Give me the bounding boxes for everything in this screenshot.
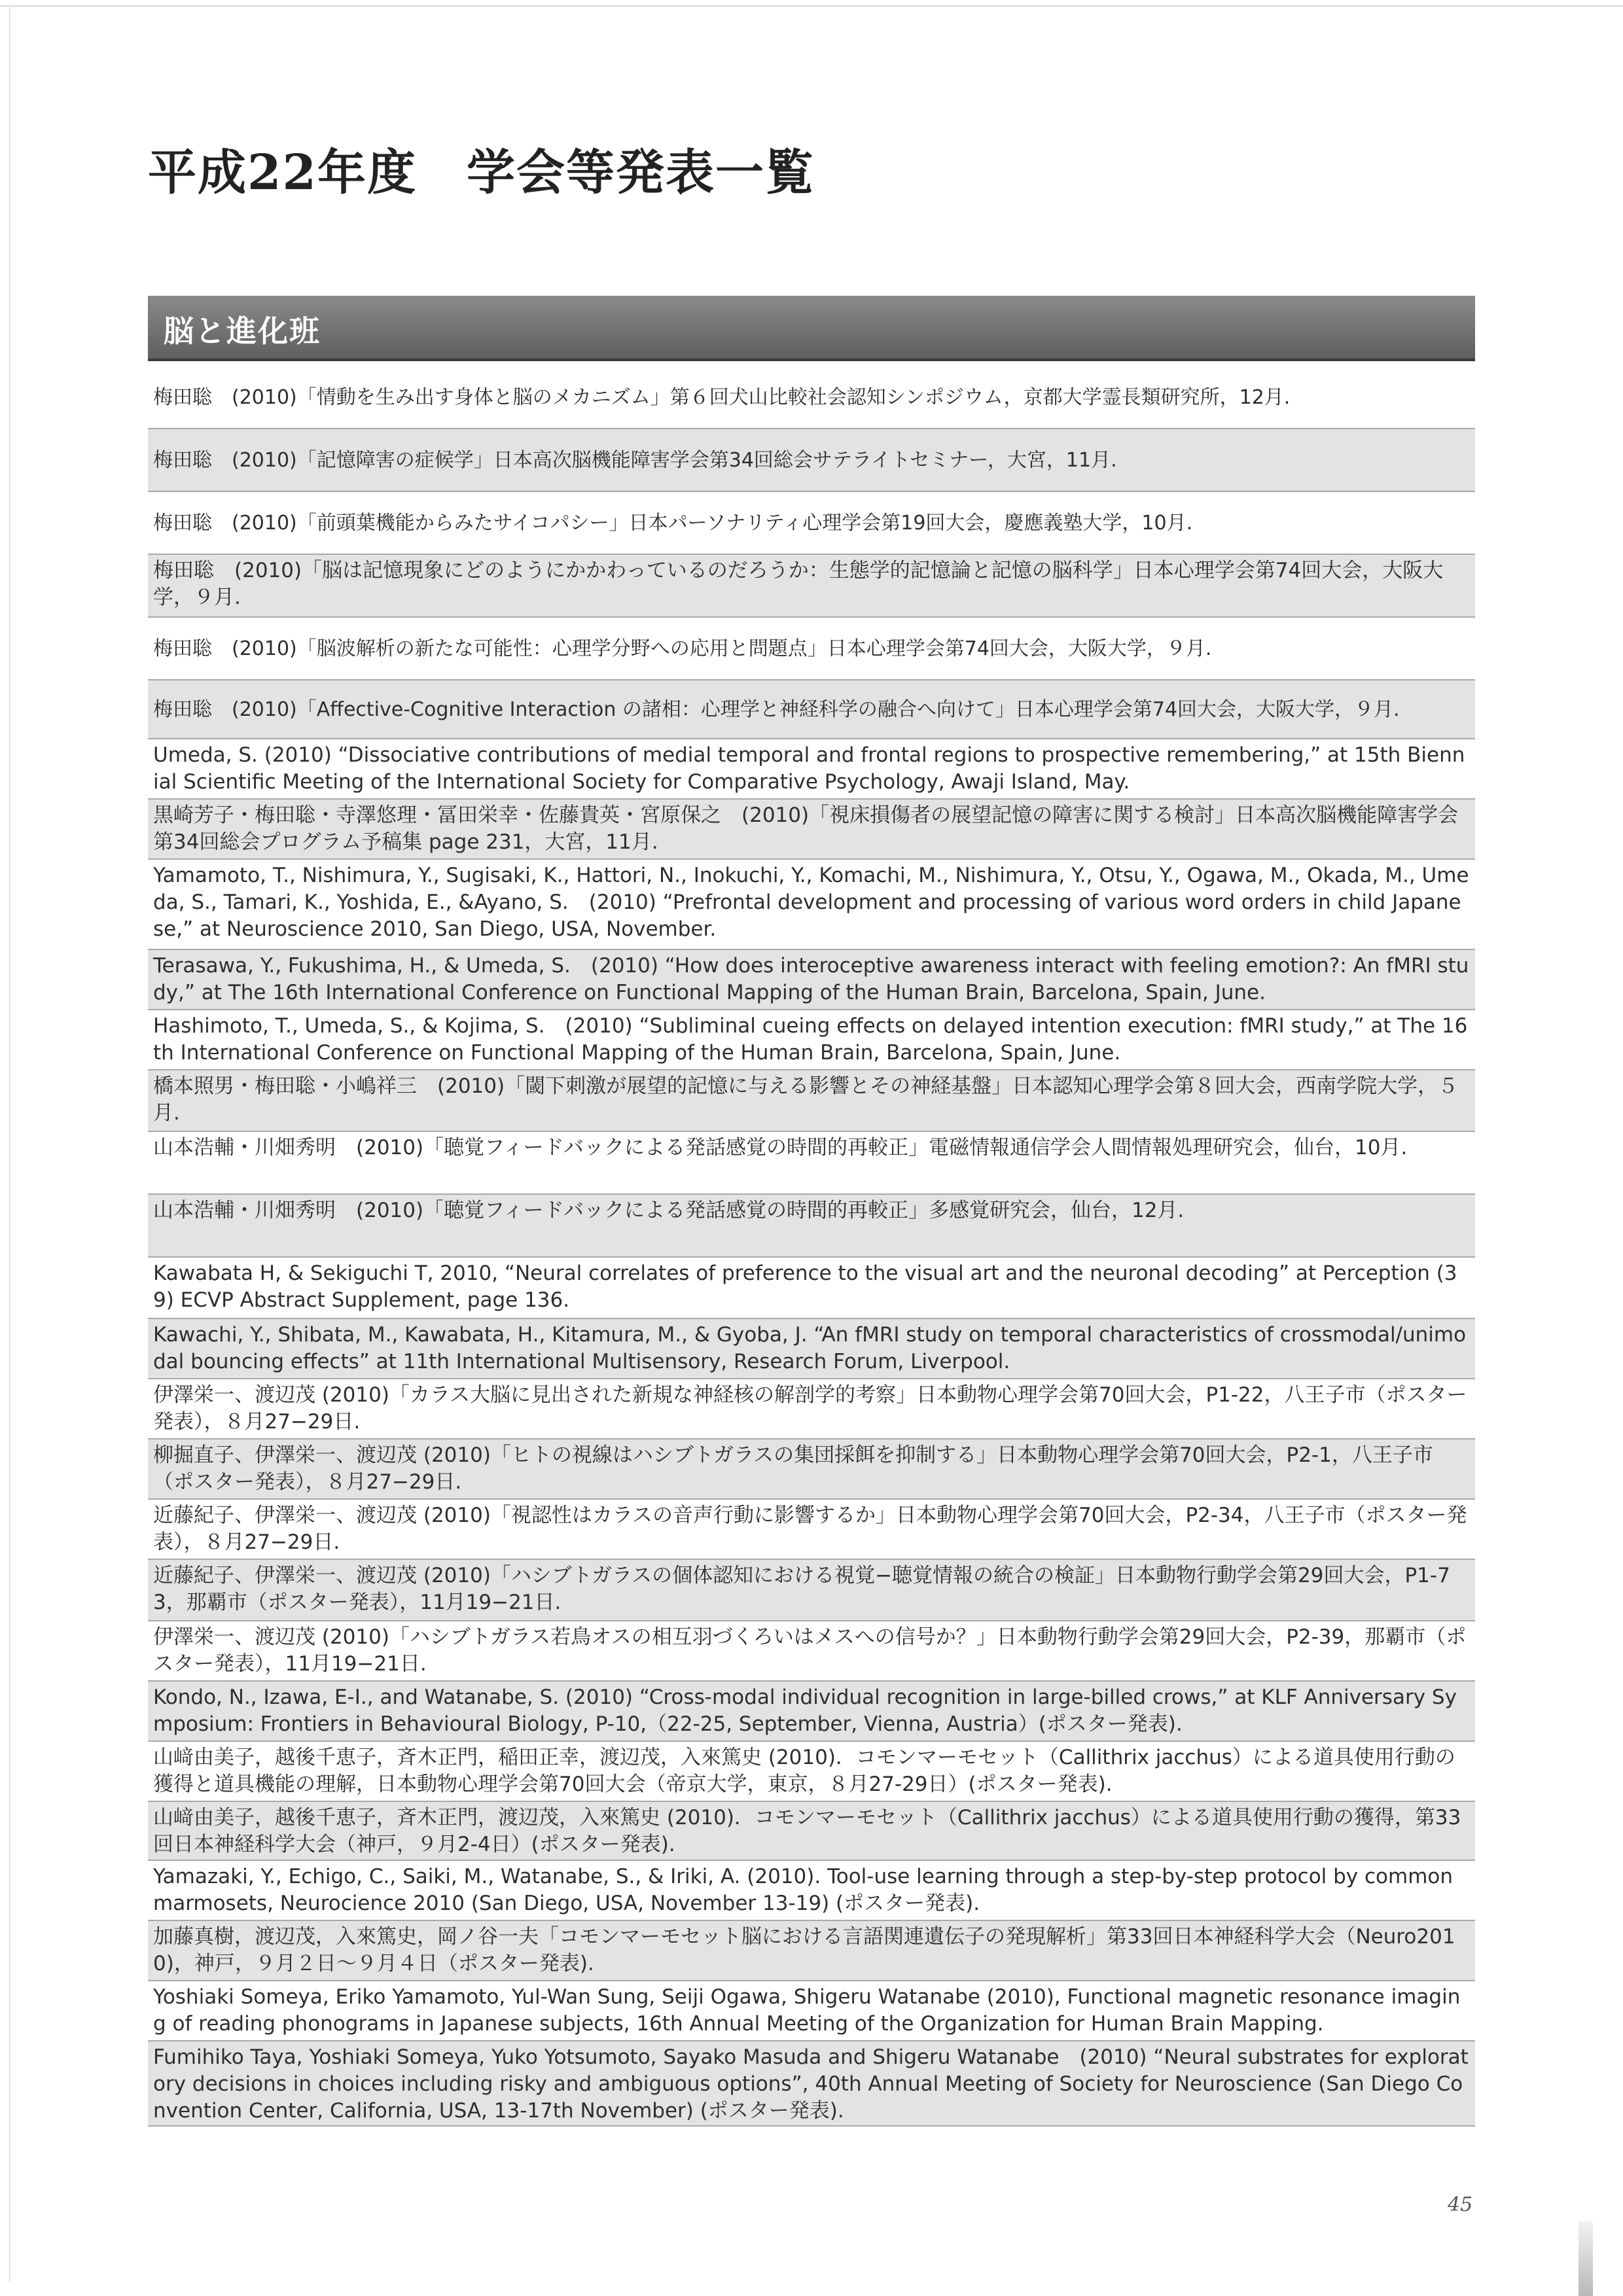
list-item: 梅田聡 (2010)「脳は記憶現象にどのようにかかわっているのだろうか：生態学的記憶論と記憶の脳科学」日本心理学会第74回大会，大阪大学，９月. bbox=[148, 555, 1475, 618]
list-item: Kondo, N., Izawa, E-I., and Watanabe, S. (2010) “Cross-modal individual recognition in large-billed crows,” at KLF Anniversary Symposium: Frontiers in Behavioural Biology, P-10,（22-25, September, Vienna, Austria）(ポスター発表). bbox=[148, 1682, 1475, 1742]
list-item: 近藤紀子、伊澤栄一、渡辺茂 (2010)「ハシブトガラスの個体認知における視覚−聴覚情報の統合の検証」日本動物行動学会第29回大会，P1-73，那覇市（ポスター発表），11月19−21日. bbox=[148, 1560, 1475, 1621]
list-item: Fumihiko Taya, Yoshiaki Someya, Yuko Yotsumoto, Sayako Masuda and Shigeru Watanabe (2010) “Neural substrates for exploratory decisions in choices including risky and ambiguous options”, 40th Annual Meeting of Society for Neuroscience (San Diego Convention Center, California, USA, 13-17th November) (ポスター発表). bbox=[148, 2041, 1475, 2127]
page-title: 平成22年度 学会等発表一覧 bbox=[148, 145, 815, 201]
list-item: 梅田聡 (2010)「記憶障害の症候学」日本高次脳機能障害学会第34回総会サテライトセミナー，大宮，11月. bbox=[148, 429, 1475, 492]
list-item: 山本浩輔・川畑秀明 (2010)「聴覚フィードバックによる発話感覚の時間的再較正」電磁情報通信学会人間情報処理研究会，仙台，10月. bbox=[148, 1132, 1475, 1195]
list-item: 柳掘直子、伊澤栄一、渡辺茂 (2010)「ヒトの視線はハシブトガラスの集団採餌を抑制する」日本動物心理学会第70回大会，P2-1，八王子市（ポスター発表），８月27−29日. bbox=[148, 1439, 1475, 1500]
list-item: 山﨑由美子，越後千恵子，斉木正門，渡辺茂，入來篤史 (2010)．コモンマーモセット（Callithrix jacchus）による道具使用行動の獲得，第33回日本神経科学大会（神戸，９月2-4日）(ポスター発表). bbox=[148, 1802, 1475, 1861]
page-edge-marker bbox=[1578, 2221, 1593, 2296]
list-item: 伊澤栄一、渡辺茂 (2010)「ハシブトガラス若鳥オスの相互羽づくろいはメスへの信号か？」日本動物行動学会第29回大会，P2-39，那覇市（ポスター発表），11月19−21日. bbox=[148, 1621, 1475, 1682]
list-item: Kawachi, Y., Shibata, M., Kawabata, H., Kitamura, M., & Gyoba, J. “An fMRI study on temporal characteristics of crossmodal/unimodal bouncing effects” at 11th International Multisensory, Research Forum, Liverpool. bbox=[148, 1319, 1475, 1379]
list-item: 伊澤栄一、渡辺茂 (2010)「カラス大脳に見出された新規な神経核の解剖学的考察」日本動物心理学会第70回大会，P1-22，八王子市（ポスター発表），８月27−29日. bbox=[148, 1379, 1475, 1439]
list-item: 梅田聡 (2010)「脳波解析の新たな可能性：心理学分野への応用と問題点」日本心理学会第74回大会，大阪大学，９月. bbox=[148, 618, 1475, 680]
section-header bbox=[148, 296, 1475, 361]
list-item: 山﨑由美子，越後千恵子，斉木正門，稲田正幸，渡辺茂，入來篤史 (2010)．コモンマーモセット（Callithrix jacchus）による道具使用行動の獲得と道具機能の理解，日本動物心理学会第70回大会（帝京大学，東京，８月27-29日）(ポスター発表). bbox=[148, 1742, 1475, 1802]
list-item: Terasawa, Y., Fukushima, H., & Umeda, S. (2010) “How does interoceptive awareness interact with feeling emotion?: An fMRI study,” at The 16th International Conference on Functional Mapping of the Human Brain, Barcelona, Spain, June. bbox=[148, 950, 1475, 1010]
list-item: Yamamoto, T., Nishimura, Y., Sugisaki, K., Hattori, N., Inokuchi, Y., Komachi, M., Nishimura, Y., Otsu, Y., Ogawa, M., Okada, M., Umeda, S., Tamari, K., Yoshida, E., &Ayano, S. (2010) “Prefrontal development and processing of various word orders in child Japanese,” at Neuroscience 2010, San Diego, USA, November. bbox=[148, 860, 1475, 950]
list-item: 梅田聡 (2010)「前頭葉機能からみたサイコパシー」日本パーソナリティ心理学会第19回大会，慶應義塾大学，10月. bbox=[148, 492, 1475, 555]
list-item: 加藤真樹，渡辺茂，入來篤史，岡ノ谷一夫「コモンマーモセット脳における言語関連遺伝子の発現解析」第33回日本神経科学大会（Neuro2010)，神戸，９月２日〜９月４日（ポスター発表). bbox=[148, 1921, 1475, 1981]
list-item: 山本浩輔・川畑秀明 (2010)「聴覚フィードバックによる発話感覚の時間的再較正」多感覚研究会，仙台，12月. bbox=[148, 1195, 1475, 1258]
left-rule bbox=[9, 5, 10, 2282]
list-item: 近藤紀子、伊澤栄一、渡辺茂 (2010)「視認性はカラスの音声行動に影響するか」日本動物心理学会第70回大会，P2-34，八王子市（ポスター発表），８月27−29日. bbox=[148, 1500, 1475, 1560]
section-title: 脳と進化班 bbox=[164, 313, 321, 349]
list-item: Kawabata H, & Sekiguchi T, 2010, “Neural correlates of preference to the visual art and the neuronal decoding” at Perception (39) ECVP Abstract Supplement, page 136. bbox=[148, 1258, 1475, 1319]
list-item: Umeda, S. (2010) “Dissociative contributions of medial temporal and frontal regions to prospective remembering,” at 15th Biennial Scientific Meeting of the International Society for Comparative Psychology, Awaji Island, May. bbox=[148, 739, 1475, 800]
presentation-list bbox=[148, 366, 1475, 2127]
list-item: 梅田聡 (2010)「情動を生み出す身体と脳のメカニズム」第６回犬山比較社会認知シンポジウム，京都大学霊長類研究所，12月. bbox=[148, 366, 1475, 429]
list-item: Hashimoto, T., Umeda, S., & Kojima, S. (2010) “Subliminal cueing effects on delayed intention execution: fMRI study,” at The 16th International Conference on Functional Mapping of the Human Brain, Barcelona, Spain, June. bbox=[148, 1010, 1475, 1070]
list-item: 橋本照男・梅田聡・小嶋祥三 (2010)「閾下刺激が展望的記憶に与える影響とその神経基盤」日本認知心理学会第８回大会，西南学院大学，５月. bbox=[148, 1070, 1475, 1132]
list-item: Yamazaki, Y., Echigo, C., Saiki, M., Watanabe, S., & Iriki, A. (2010). Tool-use learning through a step-by-step protocol by common marmosets, Neurocience 2010 (San Diego, USA, November 13-19) (ポスター発表). bbox=[148, 1861, 1475, 1921]
page-number: 45 bbox=[1448, 2193, 1473, 2216]
list-item: Yoshiaki Someya, Eriko Yamamoto, Yul-Wan Sung, Seiji Ogawa, Shigeru Watanabe (2010), Functional magnetic resonance imaging of reading phonograms in Japanese subjects, 16th Annual Meeting of the Organization for Human Brain Mapping. bbox=[148, 1981, 1475, 2041]
list-item: 黒崎芳子・梅田聡・寺澤悠理・冨田栄幸・佐藤貴英・宮原保之 (2010)「視床損傷者の展望記憶の障害に関する検討」日本高次脳機能障害学会第34回総会プログラム予稿集 page 231，大宮，11月. bbox=[148, 800, 1475, 860]
list-item: 梅田聡 (2010)「Affective-Cognitive Interaction の諸相：心理学と神経科学の融合へ向けて」日本心理学会第74回大会，大阪大学，９月. bbox=[148, 680, 1475, 739]
top-rule bbox=[0, 5, 1623, 7]
